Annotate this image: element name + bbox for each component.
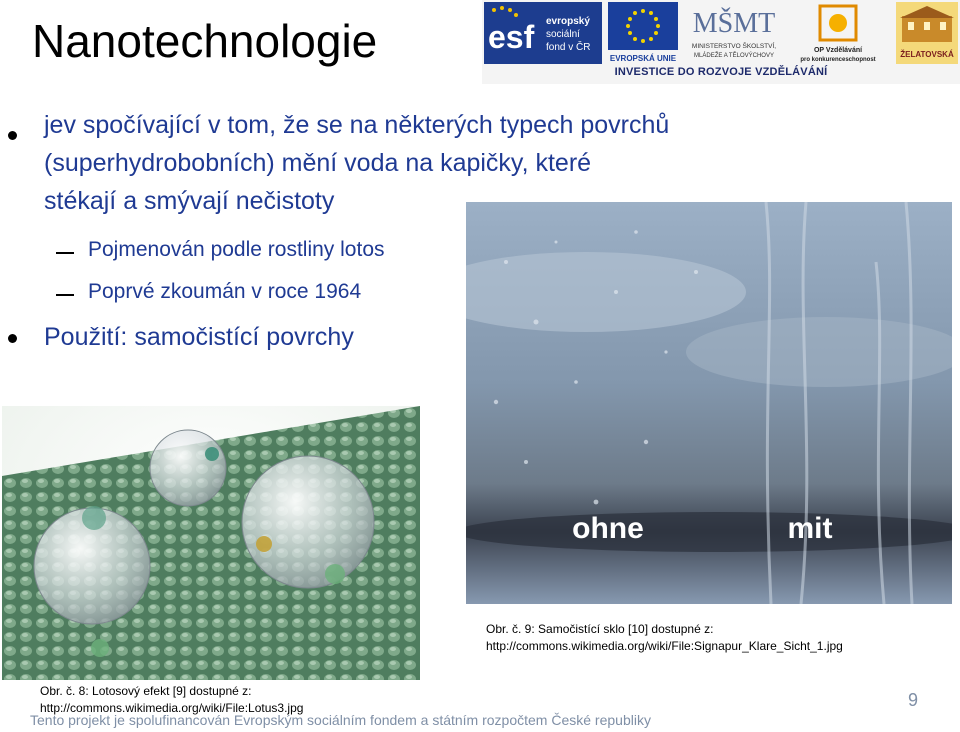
slide-title: Nanotechnologie — [32, 15, 378, 67]
bullet-dot — [8, 131, 17, 140]
logo-banner — [482, 0, 960, 84]
bullet-1-line-3: stékají a smývají nečistoty — [44, 187, 335, 215]
glass-label-right: mit — [787, 512, 833, 545]
lotus-caption-line-1: Obr. č. 8: Lotosový efekt [9] dostupné z: — [40, 684, 252, 698]
sub-bullet-dash — [56, 252, 74, 254]
sub-bullet-dash — [56, 294, 74, 296]
svg-text:MLÁDEŽE A TĚLOVÝCHOVY: MLÁDEŽE A TĚLOVÝCHOVY — [694, 53, 774, 59]
glass-label-left: ohne — [572, 512, 644, 545]
banner-text: INVESTICE DO ROZVOJE VZDĚLÁVÁNÍ — [614, 66, 828, 78]
footer-text: Tento projekt je spolufinancován Evropským sociálním fondem a státním rozpočtem České republiky — [30, 712, 651, 728]
msmt-logo — [684, 2, 784, 64]
svg-text:esf: esf — [488, 19, 535, 55]
svg-text:OP Vzdělávání: OP Vzdělávání — [813, 47, 863, 54]
lotus-caption-link[interactable]: http://commons.wikimedia.org/wiki/File:Lotus3.jpg — [40, 701, 304, 715]
bullet-1-line-2: (superhydrobobních) mění voda na kapičky, které — [44, 149, 592, 177]
self-cleaning-glass-photo — [466, 202, 952, 604]
svg-text:MŠMT: MŠMT — [692, 8, 776, 39]
op-logo — [790, 2, 888, 64]
svg-text:EVROPSKÁ UNIE: EVROPSKÁ UNIE — [609, 54, 677, 63]
svg-text:MINISTERSTVO ŠKOLSTVÍ,: MINISTERSTVO ŠKOLSTVÍ, — [691, 43, 777, 50]
bullet-1-line-1: jev spočívající v tom, že se na některých typech povrchů — [44, 111, 670, 139]
school-logo — [896, 2, 958, 64]
esf-logo — [484, 2, 602, 64]
svg-text:sociální: sociální — [546, 29, 580, 40]
glass-caption-link[interactable]: http://commons.wikimedia.org/wiki/File:Signapur_Klare_Sicht_1.jpg — [486, 639, 843, 653]
svg-text:fond v ČR: fond v ČR — [546, 42, 591, 53]
eu-flag-logo — [608, 2, 678, 64]
sub-bullet-2: Poprvé zkoumán v roce 1964 — [88, 280, 362, 303]
sub-bullet-1: Pojmenován podle rostliny lotos — [88, 238, 385, 261]
page-number: 9 — [908, 690, 919, 710]
glass-caption-line-1: Obr. č. 9: Samočistící sklo [10] dostupné z: — [486, 622, 714, 636]
lotus-effect-image — [2, 406, 420, 680]
bullet-dot — [8, 334, 17, 343]
glass-caption — [486, 621, 843, 655]
svg-text:evropský: evropský — [546, 16, 590, 27]
bullet-2: Použití: samočistící povrchy — [44, 323, 354, 351]
svg-text:ŽELATOVSKÁ: ŽELATOVSKÁ — [900, 50, 954, 59]
svg-text:pro konkurenceschopnost: pro konkurenceschopnost — [800, 57, 876, 63]
